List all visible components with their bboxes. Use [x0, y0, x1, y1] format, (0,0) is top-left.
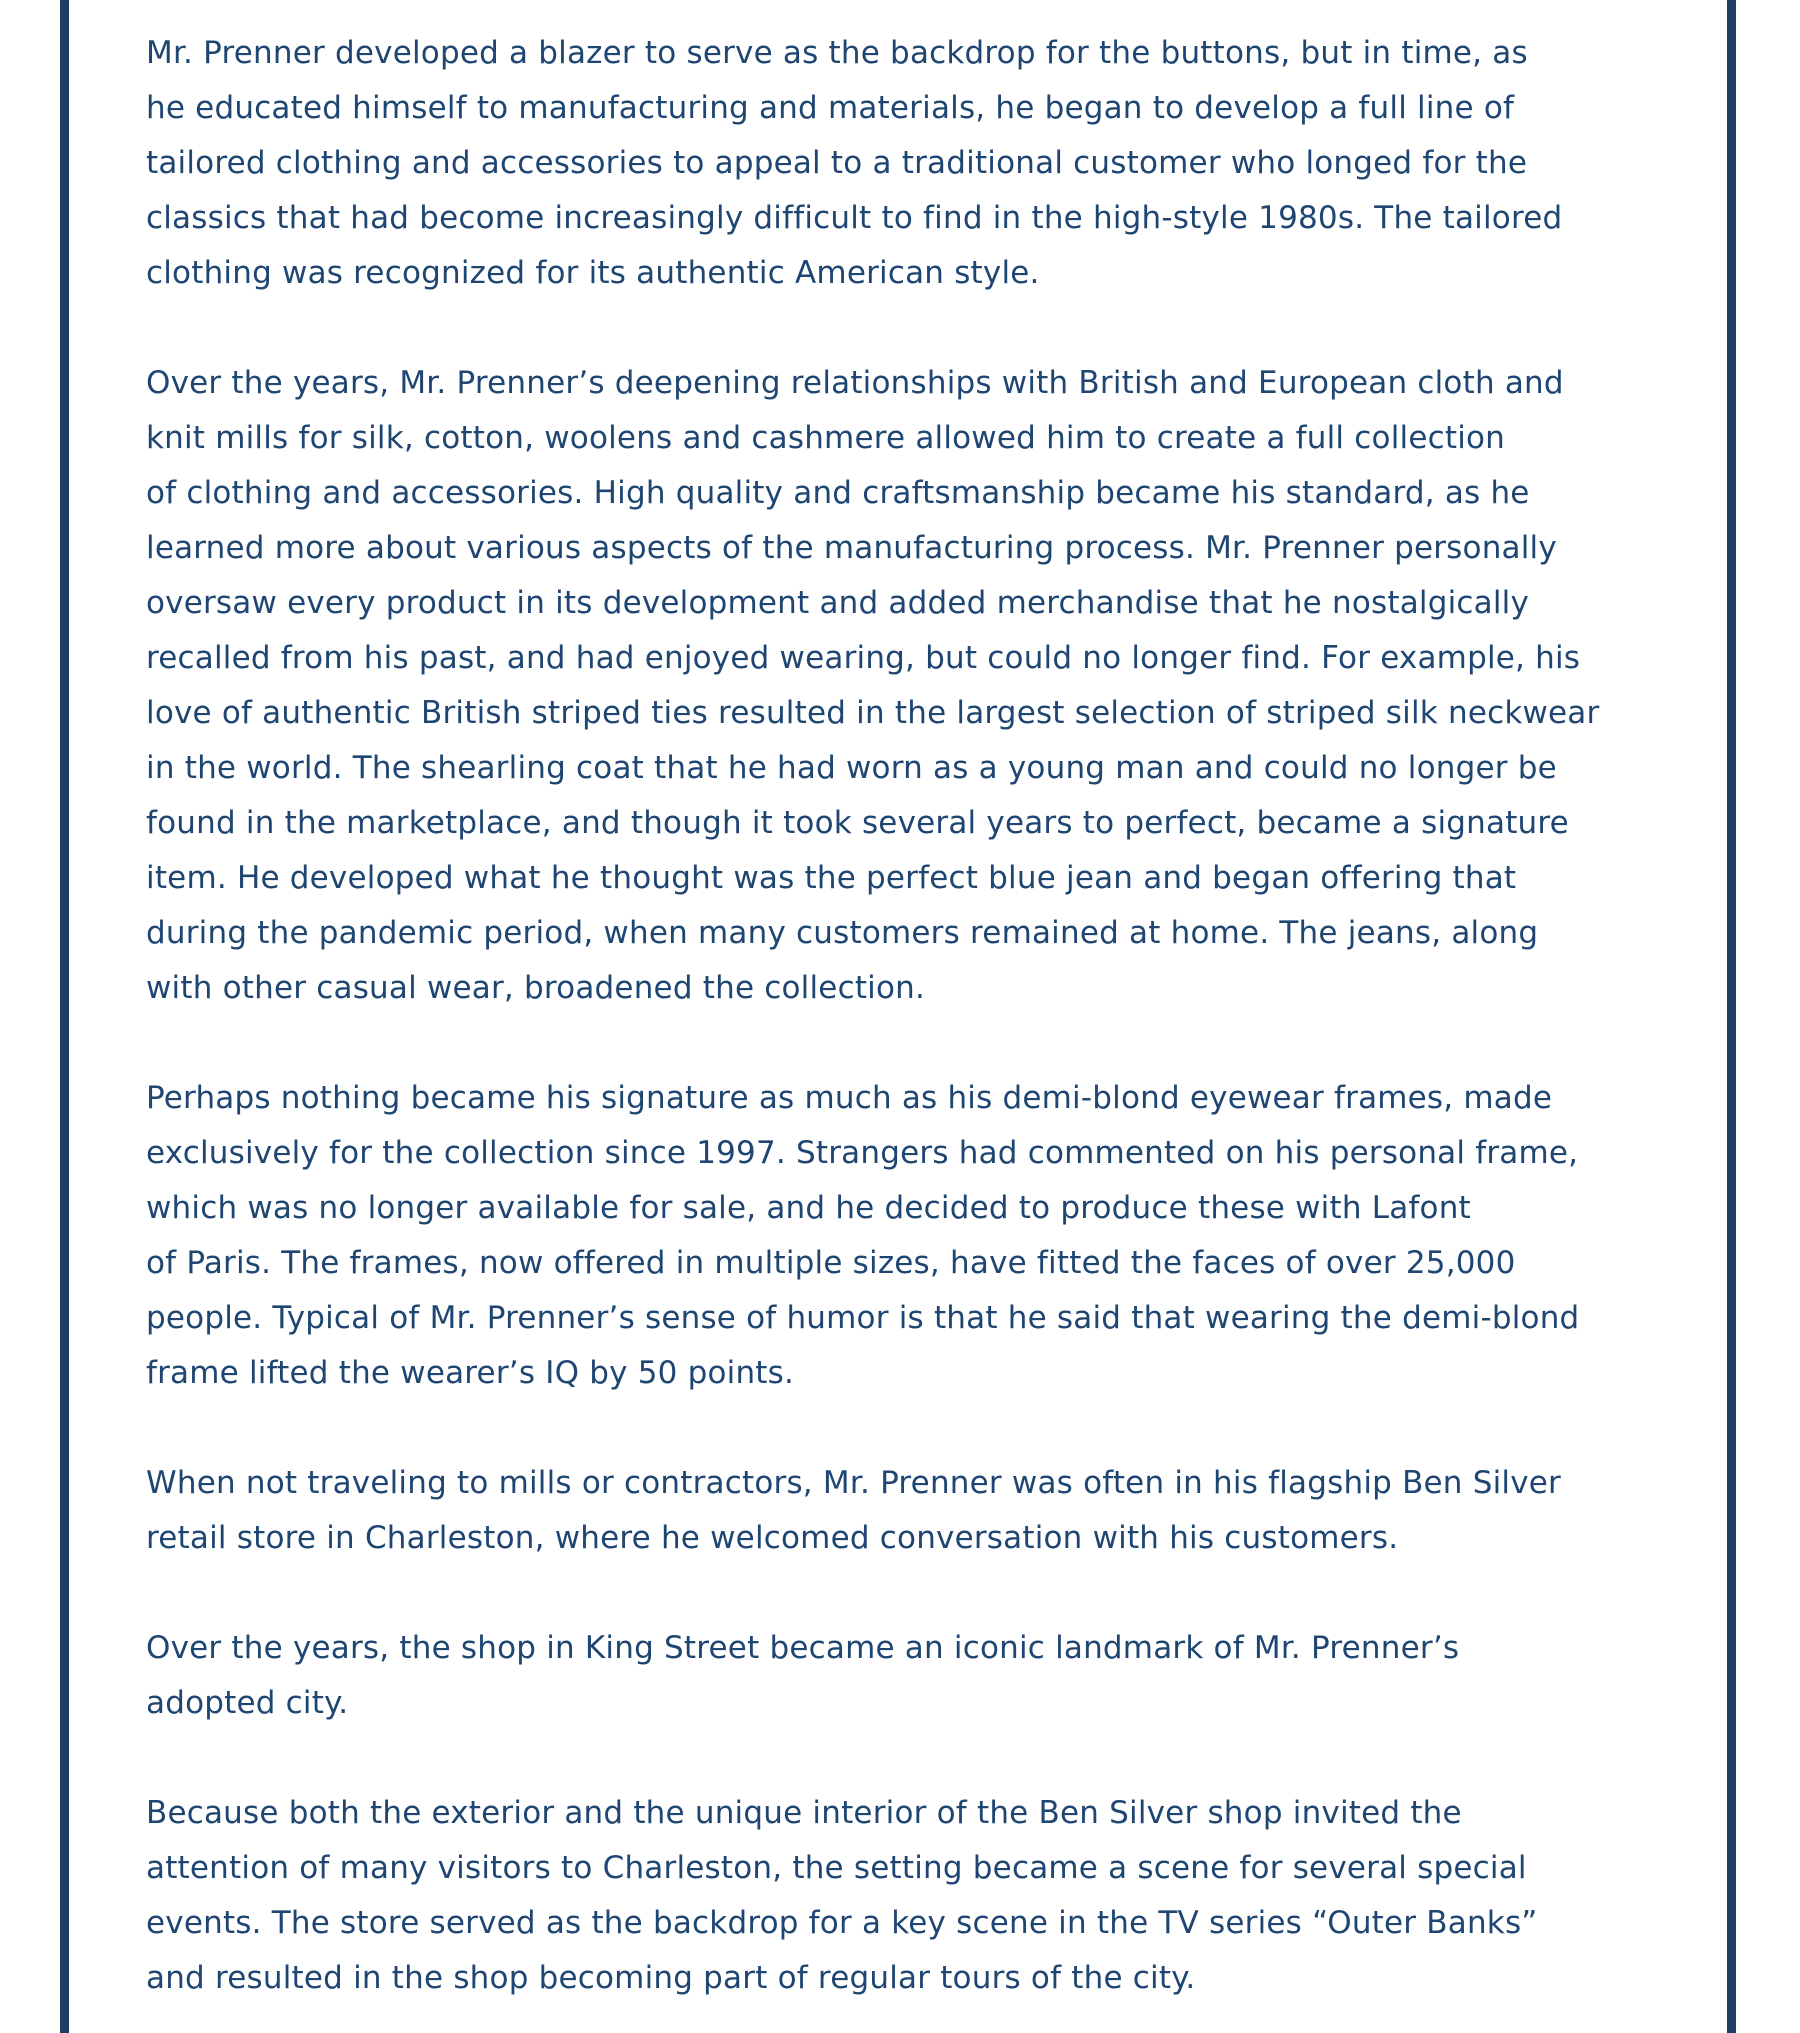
text-line: love of authentic British striped ties resulted in the largest selection of striped silk neckwear: [146, 695, 1600, 731]
text-line: and resulted in the shop becoming part of regular tours of the city.: [146, 1960, 1196, 1996]
text-line: with other casual wear, broadened the collection.: [146, 970, 926, 1006]
text-line: Over the years, Mr. Prenner’s deepening relationships with British and European cloth and: [146, 365, 1564, 401]
paragraph: [146, 26, 1686, 301]
text-line: during the pandemic period, when many customers remained at home. The jeans, along: [146, 915, 1539, 951]
text-line: events. The store served as the backdrop for a key scene in the TV series “Outer Banks”: [146, 1905, 1538, 1941]
text-line: tailored clothing and accessories to appeal to a traditional customer who longed for the: [146, 145, 1528, 181]
text-line: he educated himself to manufacturing and materials, he began to develop a full line of: [146, 90, 1515, 126]
text-line: adopted city.: [146, 1685, 349, 1721]
text-line: When not traveling to mills or contractors, Mr. Prenner was often in his flagship Ben Silver: [146, 1465, 1561, 1501]
text-line: in the world. The shearling coat that he had worn as a young man and could no longer be: [146, 750, 1557, 786]
text-line: retail store in Charleston, where he welcomed conversation with his customers.: [146, 1520, 1399, 1556]
text-line: people. Typical of Mr. Prenner’s sense of humor is that he said that wearing the demi-blond: [146, 1300, 1580, 1336]
text-line: frame lifted the wearer’s IQ by 50 points.: [146, 1355, 795, 1391]
text-line: classics that had become increasingly difficult to find in the high-style 1980s. The tailored: [146, 200, 1563, 236]
text-line: which was no longer available for sale, and he decided to produce these with Lafont: [146, 1190, 1471, 1226]
text-line: found in the marketplace, and though it took several years to perfect, became a signature: [146, 805, 1569, 841]
text-line: recalled from his past, and had enjoyed wearing, but could no longer find. For example, his: [146, 640, 1581, 676]
paragraph: [146, 1786, 1686, 2006]
paragraph: [146, 1071, 1686, 1401]
text-line: exclusively for the collection since 1997. Strangers had commented on his personal frame,: [146, 1135, 1579, 1171]
text-line: clothing was recognized for its authentic American style.: [146, 255, 1040, 291]
text-line: attention of many visitors to Charleston, the setting became a scene for several special: [146, 1850, 1527, 1886]
paragraph: [146, 1456, 1686, 1566]
text-line: item. He developed what he thought was the perfect blue jean and began offering that: [146, 860, 1517, 896]
text-line: knit mills for silk, cotton, woolens and cashmere allowed him to create a full collection: [146, 420, 1506, 456]
text-line: Because both the exterior and the unique interior of the Ben Silver shop invited the: [146, 1795, 1462, 1831]
paragraph: [146, 1621, 1686, 1731]
text-line: oversaw every product in its development and added merchandise that he nostalgically: [146, 585, 1530, 621]
text-line: of clothing and accessories. High quality and craftsmanship became his standard, as he: [146, 475, 1530, 511]
article-body: [146, 26, 1686, 2006]
text-line: of Paris. The frames, now offered in multiple sizes, have fitted the faces of over 25,000: [146, 1245, 1516, 1281]
text-line: Perhaps nothing became his signature as much as his demi-blond eyewear frames, made: [146, 1080, 1553, 1116]
text-line: learned more about various aspects of the manufacturing process. Mr. Prenner personally: [146, 530, 1557, 566]
text-line: Mr. Prenner developed a blazer to serve as the backdrop for the buttons, but in time, as: [146, 35, 1528, 71]
paragraph: [146, 356, 1686, 1016]
text-line: Over the years, the shop in King Street became an iconic landmark of Mr. Prenner’s: [146, 1630, 1460, 1666]
